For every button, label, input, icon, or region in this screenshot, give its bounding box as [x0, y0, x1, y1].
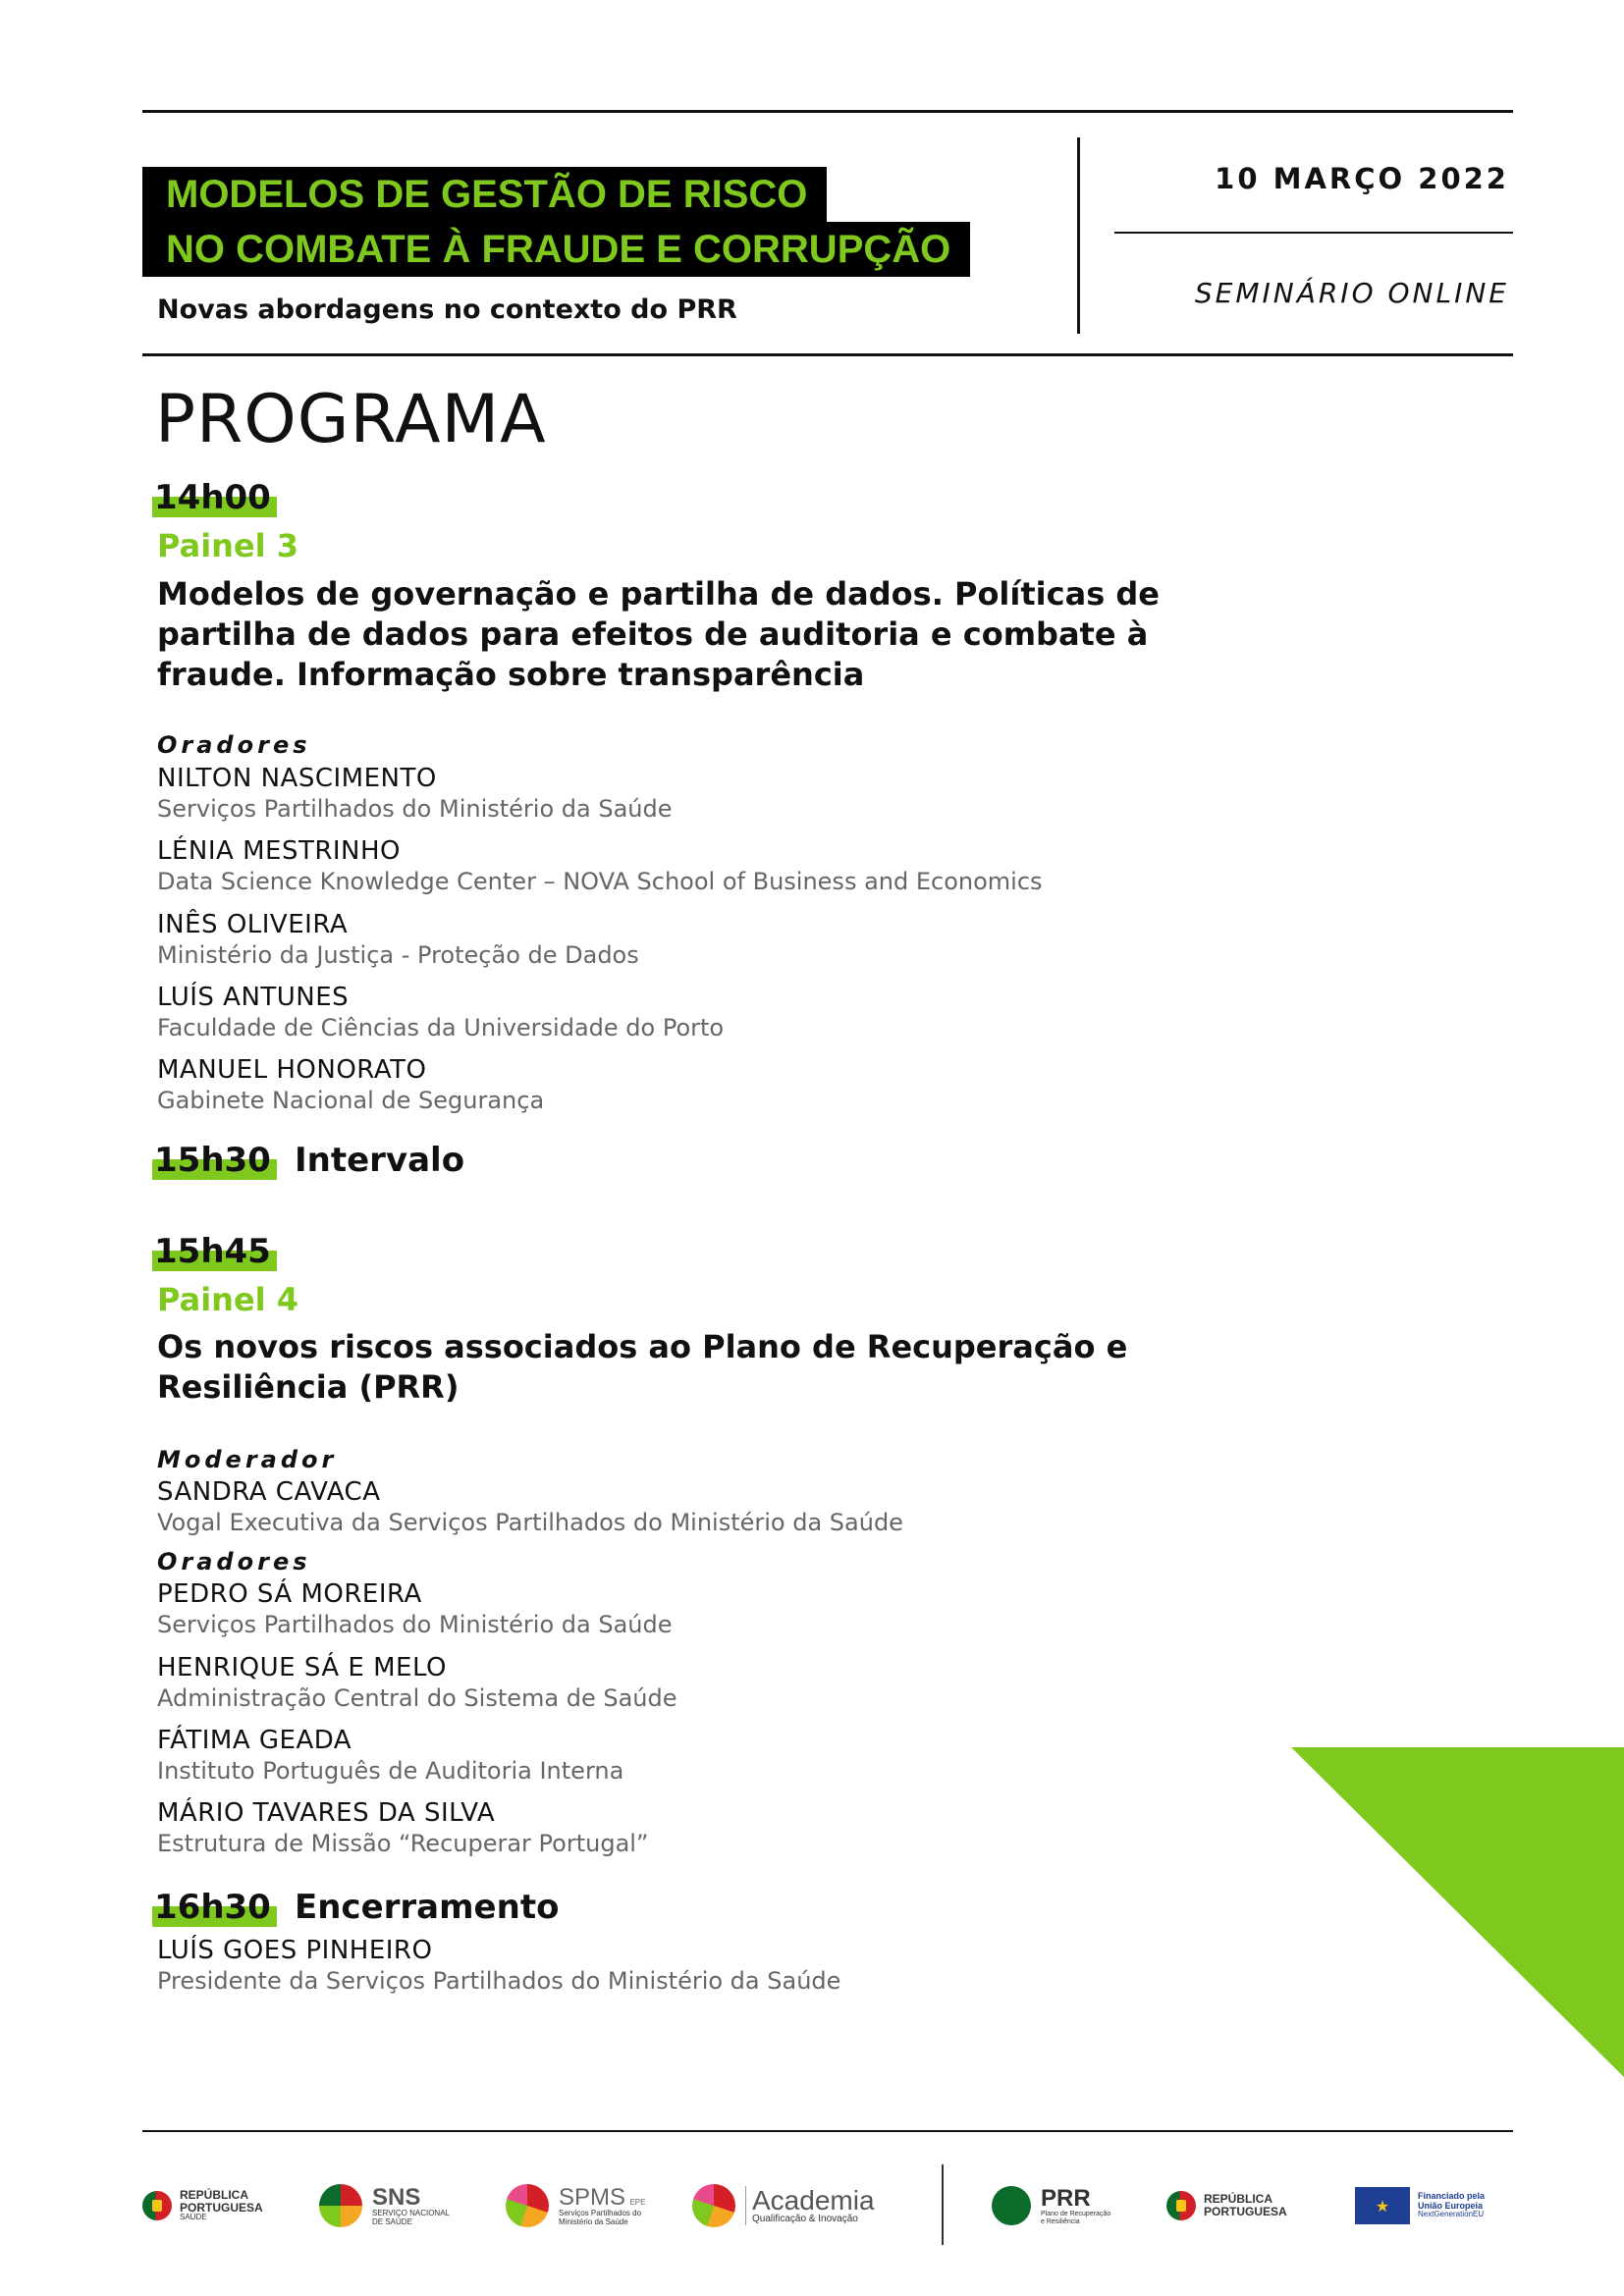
top-rule — [142, 110, 1513, 113]
speaker-org: Serviços Partilhados do Ministério da Saúde — [157, 795, 673, 823]
academia-name: Academia — [752, 2185, 875, 2216]
session2-panel: Painel 4 — [157, 1281, 299, 1318]
prr-logo — [992, 2181, 1110, 2230]
event-title-line1-text: MODELOS DE GESTÃO DE RISCO — [166, 173, 808, 216]
prr-sub1: Plano de Recuperação — [1041, 2211, 1111, 2218]
closing-speaker-entry — [157, 1936, 840, 1997]
session2-title: Os novos riscos associados ao Plano de Recuperação e Resiliência (PRR) — [157, 1328, 1128, 1406]
closing-time: 16h30 — [152, 1888, 277, 1927]
spms-logo — [506, 2181, 645, 2230]
speaker-entry — [157, 1798, 648, 1859]
rp-saude-line2: PORTUGUESA — [180, 2200, 263, 2215]
eu-line2: União Europeia — [1418, 2200, 1484, 2211]
speaker-entry — [157, 910, 639, 971]
moderator-entry — [157, 1477, 903, 1538]
academia-circle-icon — [692, 2184, 735, 2227]
speaker-name: PEDRO SÁ MOREIRA — [157, 1579, 422, 1609]
moderator-name: SANDRA CAVACA — [157, 1477, 381, 1507]
closing-label: Encerramento — [295, 1888, 560, 1927]
header-bottom-rule — [142, 353, 1513, 356]
moderator-label: Moderador — [157, 1446, 338, 1473]
republica-portuguesa-saude-logo — [142, 2181, 263, 2230]
rp-line2: PORTUGUESA — [1204, 2205, 1287, 2218]
spms-name: SPMS — [559, 2184, 626, 2212]
speaker-name: HENRIQUE SÁ E MELO — [157, 1653, 447, 1682]
footer-vertical-divider — [942, 2164, 944, 2245]
event-type: SEMINÁRIO ONLINE — [1194, 277, 1509, 309]
academia-logo — [692, 2181, 875, 2230]
date-underline — [1114, 232, 1513, 234]
eu-flag-icon: ★ — [1355, 2187, 1410, 2224]
speaker-entry — [157, 1653, 677, 1714]
speaker-org: Gabinete Nacional de Segurança — [157, 1087, 545, 1114]
speaker-org: Serviços Partilhados do Ministério da Saúde — [157, 1611, 673, 1638]
speaker-name: MÁRIO TAVARES DA SILVA — [157, 1798, 496, 1828]
closing-speaker-org: Presidente da Serviços Partilhados do Ministério da Saúde — [157, 1967, 841, 1995]
closing-speaker-name: LUÍS GOES PINHEIRO — [157, 1936, 433, 1965]
sns-sub2: DE SAÚDE — [372, 2216, 412, 2226]
sns-circle-icon — [319, 2184, 362, 2227]
speaker-entry — [157, 836, 1043, 897]
rp-saude-line3: SAÚDE — [180, 2213, 207, 2222]
eu-line3: NextGenerationEU — [1418, 2210, 1485, 2219]
speaker-entry — [157, 1055, 544, 1116]
prr-sub2: e Resiliência — [1041, 2217, 1080, 2225]
spms-suffix: EPE — [629, 2198, 646, 2208]
academia-sub: Qualificação & Inovação — [752, 2214, 858, 2225]
speaker-org: Faculdade de Ciências da Universidade do Porto — [157, 1014, 725, 1041]
break-label: Intervalo — [295, 1141, 465, 1180]
speaker-name: NILTON NASCIMENTO — [157, 764, 437, 793]
speaker-org: Estrutura de Missão “Recuperar Portugal” — [157, 1830, 649, 1857]
portugal-flag-icon — [142, 2191, 172, 2220]
speaker-org: Ministério da Justiça - Proteção de Dados — [157, 941, 639, 969]
page-title: PROGRAMA — [155, 381, 547, 458]
session1-speakers-label: Oradores — [157, 731, 311, 759]
republica-portuguesa-logo — [1166, 2181, 1287, 2230]
speaker-name: INÊS OLIVEIRA — [157, 910, 349, 939]
rp-saude-line1: REPÚBLICA — [180, 2188, 249, 2203]
speaker-entry — [157, 983, 724, 1043]
portugal-flag-icon — [1166, 2191, 1196, 2220]
eu-line1: Financiado pela — [1418, 2191, 1486, 2202]
speaker-name: LÉNIA MESTRINHO — [157, 836, 402, 866]
footer-rule — [142, 2130, 1513, 2132]
moderator-org: Vogal Executiva da Serviços Partilhados do Ministério da Saúde — [157, 1509, 903, 1536]
rp-line1: REPÚBLICA — [1204, 2192, 1273, 2207]
session1-panel: Painel 3 — [157, 527, 299, 564]
green-corner-triangle — [1291, 1747, 1624, 2077]
speaker-entry — [157, 764, 672, 825]
sns-name: SNS — [372, 2184, 421, 2212]
session2-time: 15h45 — [152, 1232, 277, 1271]
event-title-line1 — [142, 167, 827, 222]
sns-logo — [319, 2181, 450, 2230]
speaker-name: FÁTIMA GEADA — [157, 1726, 352, 1755]
speaker-name: LUÍS ANTUNES — [157, 983, 350, 1012]
speaker-entry — [157, 1579, 672, 1640]
event-title-line2 — [142, 222, 970, 277]
spms-sub1: Serviços Partilhados do — [559, 2209, 642, 2218]
session2-speakers-label: Oradores — [157, 1548, 311, 1575]
event-date: 10 MARÇO 2022 — [1215, 162, 1509, 195]
session1-time: 14h00 — [152, 478, 277, 517]
break-time: 15h30 — [152, 1141, 277, 1180]
session1-title: Modelos de governação e partilha de dados. Políticas de partilha de dados para efeitos de auditoria e combate à fraude. Informação sobre transparência — [157, 575, 1160, 693]
event-title-line2-text: NO COMBATE À FRAUDE E CORRUPÇÃO — [166, 228, 951, 271]
header-vertical-divider — [1077, 137, 1080, 334]
speaker-entry — [157, 1726, 623, 1787]
speaker-name: MANUEL HONORATO — [157, 1055, 427, 1085]
event-subtitle: Novas abordagens no contexto do PRR — [157, 294, 737, 325]
spms-circle-icon — [506, 2184, 549, 2227]
spms-sub2: Ministério da Saúde — [559, 2216, 628, 2226]
prr-circle-icon — [992, 2186, 1031, 2225]
speaker-org: Instituto Português de Auditoria Interna — [157, 1757, 624, 1785]
speaker-org: Data Science Knowledge Center – NOVA School of Business and Economics — [157, 868, 1043, 895]
speaker-org: Administração Central do Sistema de Saúde — [157, 1684, 677, 1712]
sns-sub1: SERVIÇO NACIONAL — [372, 2209, 450, 2218]
prr-name: PRR — [1041, 2185, 1091, 2213]
eu-funding-logo — [1355, 2181, 1485, 2230]
